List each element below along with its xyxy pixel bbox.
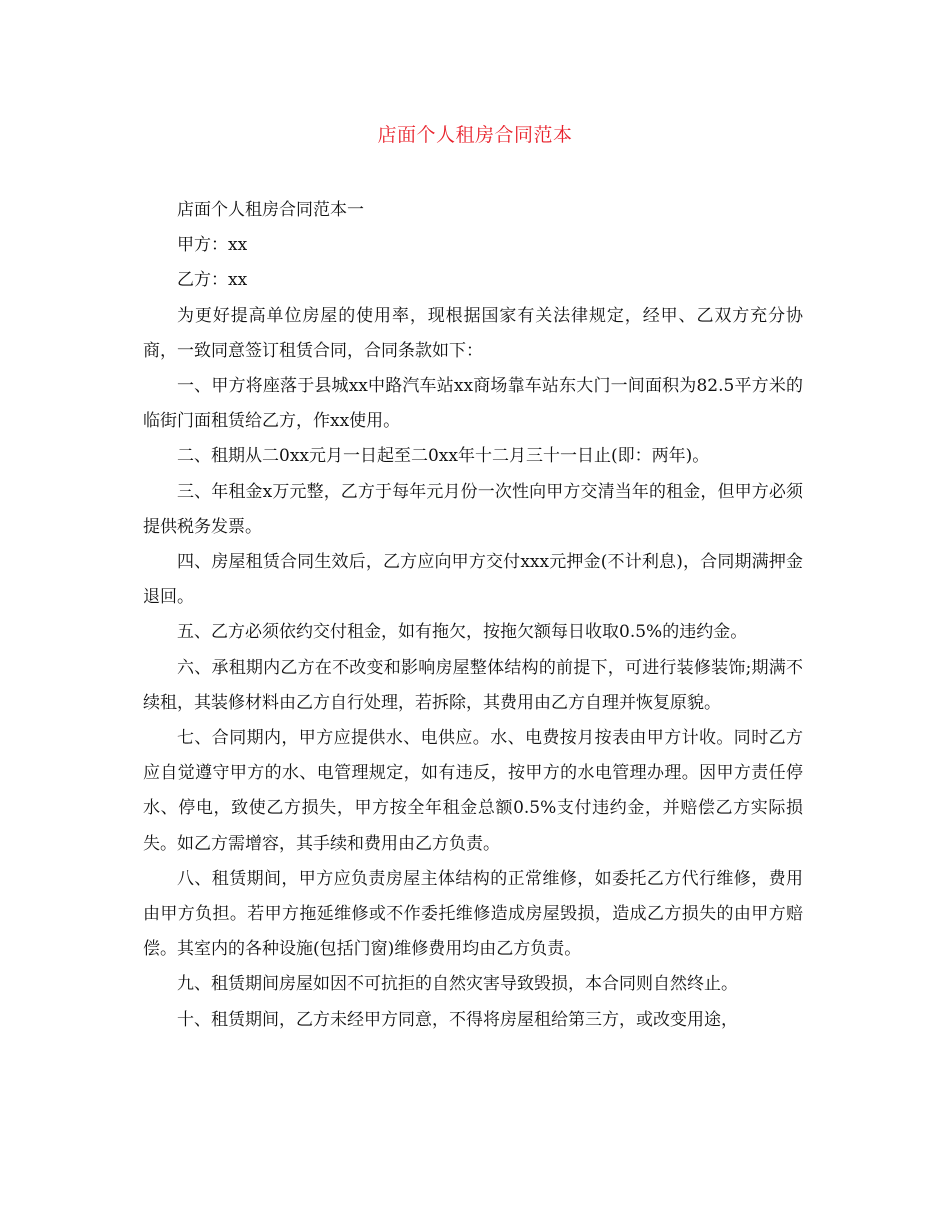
clause-4: 四、房屋租赁合同生效后，乙方应向甲方交付xxx元押金(不计利息)，合同期满押金退回。 (143, 552, 803, 608)
clause-8: 八、租赁期间，甲方应负责房屋主体结构的正常维修，如委托乙方代行维修，费用由甲方负担。若甲方拖延维修或不作委托维修造成房屋毁损，造成乙方损失的由甲方赔偿。其室内的各种设施(包括门窗)维修费用均由乙方负责。 (143, 868, 803, 960)
preamble-paragraph: 为更好提高单位房屋的使用率，现根据国家有关法律规定，经甲、乙双方充分协商，一致同意签订租赁合同，合同条款如下： (143, 305, 803, 361)
party-b-line: 乙方：xx (177, 270, 248, 291)
clause-6: 六、承租期内乙方在不改变和影响房屋整体结构的前提下，可进行装修装饰;期满不续租，其装修材料由乙方自行处理，若拆除，其费用由乙方自理并恢复原貌。 (143, 657, 803, 713)
clause-10: 十、租赁期间，乙方未经甲方同意，不得将房屋租给第三方，或改变用途， (177, 1009, 738, 1030)
clause-3: 三、年租金x万元整，乙方于每年元月份一次性向甲方交清当年的租金，但甲方必须提供税务发票。 (143, 481, 803, 537)
clause-9: 九、租赁期间房屋如因不可抗拒的自然灾害导致毁损，本合同则自然终止。 (177, 974, 738, 995)
clause-2: 二、租期从二0xx元月一日起至二0xx年十二月三十一日止(即：两年)。 (177, 446, 710, 467)
party-a-line: 甲方：xx (177, 235, 248, 256)
document-body (143, 193, 803, 1038)
clause-1: 一、甲方将座落于县城xx中路汽车站xx商场靠车站东大门一间面积为82.5平方米的临街门面租赁给乙方，作xx使用。 (143, 376, 803, 432)
clause-7: 七、合同期内，甲方应提供水、电供应。水、电费按月按表由甲方计收。同时乙方应自觉遵守甲方的水、电管理规定，如有违反，按甲方的水电管理办理。因甲方责任停水、停电，致使乙方损失，甲方按全年租金总额0.5%支付违约金，并赔偿乙方实际损失。如乙方需增容，其手续和费用由乙方负责。 (143, 728, 803, 854)
subtitle-paragraph: 店面个人租房合同范本一 (177, 200, 364, 220)
clause-5: 五、乙方必须依约交付租金，如有拖欠，按拖欠额每日收取0.5%的违约金。 (177, 622, 748, 643)
document-title: 店面个人租房合同范本 (377, 124, 573, 146)
